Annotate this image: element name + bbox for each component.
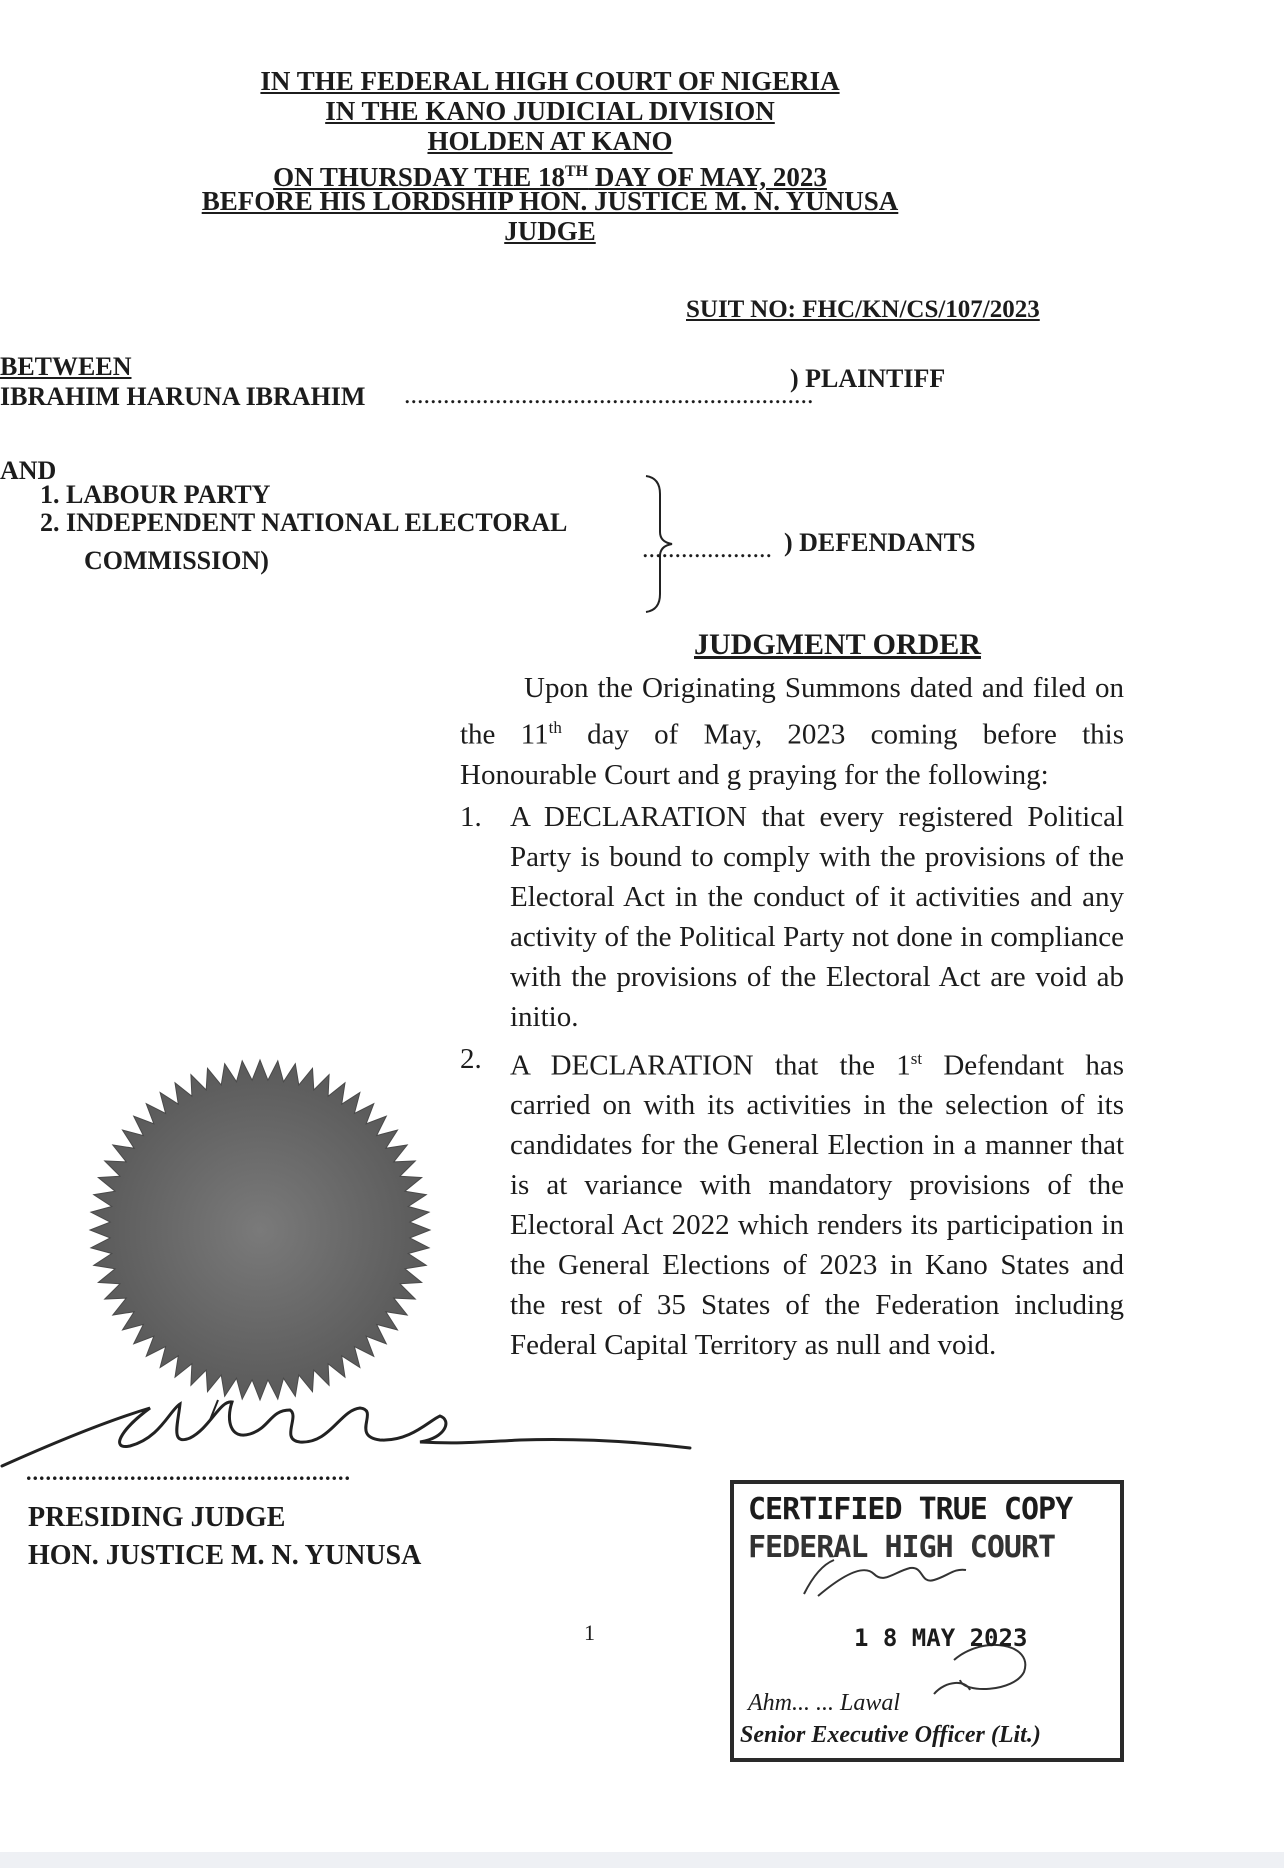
date-line-sup: TH	[564, 163, 589, 180]
intro-pre: Upon the Originating Summons dated and filed on the 11	[460, 672, 1124, 751]
date-line-post: DAY OF MAY, 2023	[588, 162, 827, 192]
bottom-edge	[0, 1852, 1284, 1868]
court-title: IN THE FEDERAL HIGH COURT OF NIGERIA	[260, 66, 840, 96]
holden-line: HOLDEN AT KANO	[427, 126, 673, 156]
plaintiff-role: ) PLAINTIFF	[790, 364, 946, 393]
prayer-item-1	[460, 797, 1124, 1037]
order-body	[460, 668, 1124, 1365]
intro-sup: th	[548, 718, 562, 737]
court-seal-icon	[80, 1050, 440, 1410]
between-label: BETWEEN	[0, 352, 132, 381]
prayer-item-2	[460, 1039, 1124, 1366]
judgment-order-title: JUDGMENT ORDER	[694, 628, 981, 661]
page-number: 1	[584, 1620, 595, 1645]
prayer-text: A DECLARATION that every registered Political Party is bound to comply with the provisions of the Electoral Act in the conduct of it activities and any activity of the Political Party not done in compliance with the provisions of the Electoral Act are void ab initio.	[510, 800, 1124, 1033]
presiding-judge-name: HON. JUSTICE M. N. YUNUSA	[28, 1540, 422, 1571]
item2-pre: A DECLARATION that the 1	[510, 1049, 911, 1082]
plaintiff-dots: ...............................................................	[404, 380, 814, 409]
stamp-certified-line: CERTIFIED TRUE COPY	[748, 1492, 1073, 1527]
order-intro	[460, 668, 1124, 795]
intro-post: day of May, 2023 coming before this Honourable Court and g praying for the following:	[460, 718, 1124, 791]
signature-line: ..................................................	[26, 1460, 351, 1485]
item2-post: Defendant has carried on with its activities in the selection of its candidates for the General Election in a manner that is at variance with mandatory provisions of the Electoral Act 2022 which renders its participation in the General Elections of 2023 in Kano States and the rest of 35 States of the Federation including Federal Capital Territory as null and void.	[510, 1049, 1124, 1362]
judge-line: BEFORE HIS LORDSHIP HON. JUSTICE M. N. YUNUSA	[201, 186, 899, 216]
judge-title: JUDGE	[504, 216, 596, 246]
prayer-number: 1.	[460, 800, 482, 833]
stamp-signature-icon	[734, 1484, 1124, 1762]
item2-sup: st	[910, 1048, 923, 1068]
stamp-date: 1 8 MAY 2023	[854, 1624, 1028, 1652]
stamp-court-line: FEDERAL HIGH COURT	[748, 1530, 1056, 1565]
defendant-role: ) DEFENDANTS	[784, 528, 976, 557]
prayer-text	[510, 1039, 1124, 1366]
division-line: IN THE KANO JUDICIAL DIVISION	[325, 96, 775, 126]
defendant-2: 2. INDEPENDENT NATIONAL ELECTORAL	[40, 508, 568, 537]
prayer-number: 2.	[460, 1042, 482, 1075]
defendant-2-cont: COMMISSION)	[84, 546, 269, 575]
stamp-officer-title: Senior Executive Officer (Lit.)	[740, 1722, 1041, 1748]
certified-true-copy-stamp	[730, 1480, 1124, 1762]
presiding-judge-label: PRESIDING JUDGE	[28, 1502, 286, 1533]
and-label: AND	[0, 456, 57, 485]
date-line-pre: ON THURSDAY THE 18	[273, 162, 565, 192]
defendant-dots: ....................	[642, 534, 772, 563]
plaintiff-name: IBRAHIM HARUNA IBRAHIM	[0, 382, 366, 411]
suit-number: SUIT NO: FHC/KN/CS/107/2023	[686, 296, 1040, 323]
defendant-1: 1. LABOUR PARTY	[40, 480, 271, 509]
stamp-officer-name: Ahm... ... Lawal	[748, 1690, 901, 1716]
